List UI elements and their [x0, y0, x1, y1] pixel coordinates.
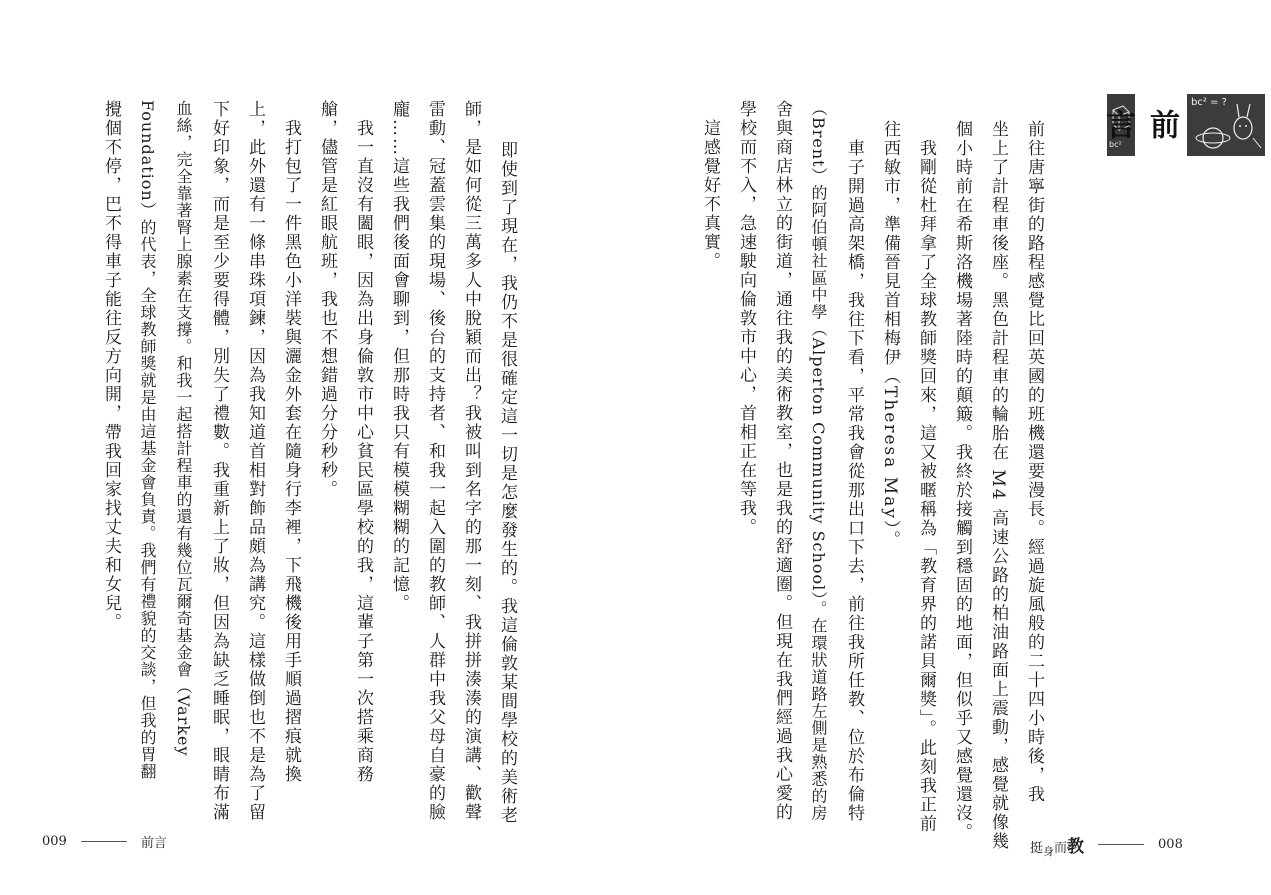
- book-title-char: 教: [1067, 837, 1085, 857]
- running-book-title: [1030, 832, 1084, 857]
- body-column: 師，是如何從三萬多人中脫穎而出？我被叫到名字的那一刻、我拼拼湊湊的演講、歡聲: [461, 100, 481, 822]
- footer-rule: [1098, 844, 1144, 845]
- planet-rabbit-doodle-icon: [1187, 94, 1265, 156]
- body-column: 我剛從杜拜拿了全球教師獎回來，這又被暱稱為「教育界的諾貝爾獎」。此刻我正前: [916, 120, 936, 834]
- body-column: 這感覺好不真實。: [700, 100, 720, 271]
- body-column: 前往唐寧街的路程感覺比回英國的班機還要漫長。經過旋風般的二十四小時後，我: [1024, 120, 1044, 804]
- chapter-title: 前言: [1100, 109, 1179, 141]
- body-column: 下好印象，而是至少要得體，別失了禮數。我重新上了妝，但因為缺乏睡眠，眼睛布滿: [209, 100, 229, 822]
- body-column: 上，此外還有一條串珠項鍊，因為我知道首相對飾品頗為講究。這樣做倒也不是為了留: [245, 100, 265, 822]
- body-column: 血絲，完全靠著腎上腺素在支撐。和我一起搭計程車的還有幾位瓦爾奇基金會（Varkey: [174, 100, 193, 757]
- chalk-left-text: bc²: [1109, 140, 1122, 149]
- body-column: 即使到了現在，我仍不是很確定這一切是怎麼發生的。我這倫敦某間學校的美術老: [497, 122, 517, 825]
- page-footer: [42, 832, 167, 851]
- body-column: 雷動、冠蓋雲集的現場、後台的支持者、和我一起入圍的教師、人群中我父母自豪的臉: [425, 100, 445, 822]
- page-number: 008: [1158, 837, 1183, 852]
- body-column: Foundation）的代表，全球教師獎就是由這基金會負責。我們有禮貌的交談，但我的胃翻: [138, 100, 157, 780]
- body-column: 學校而不入，急速駛向倫敦市中心，首相正在等我。: [736, 100, 756, 537]
- footer-rule: [81, 841, 127, 842]
- body-column: 龐……這些我們後面會聊到，但那時我只有模模糊糊的記憶。: [389, 100, 409, 613]
- body-column: 我打包了一件黑色小洋裝與灑金外套在隨身行李裡，下飛機後用手順過摺痕就換: [281, 100, 301, 784]
- body-column: 我一直沒有闔眼，因為出身倫敦市中心貧民區學校的我，這輩子第一次搭乘商務: [353, 100, 373, 784]
- right-page: [636, 0, 1271, 895]
- book-title-char: 挺: [1030, 841, 1044, 856]
- body-column: 往西敏市，準備晉見首相梅伊（Theresa May）。: [880, 120, 900, 550]
- body-column: 艙，儘管是紅眼航班，我也不想錯過分分秒秒。: [317, 100, 337, 499]
- page-footer: [1030, 832, 1183, 857]
- body-column: 攪個不停，巴不得車子能往反方向開，帶我回家找丈夫和女兒。: [101, 100, 121, 632]
- chapter-heading: [1100, 94, 1265, 156]
- body-column: 個小時前在希斯洛機場著陸時的顛簸。我終於接觸到穩固的地面，但似乎又感覺還沒。: [952, 120, 972, 842]
- book-title-char: 身: [1043, 845, 1055, 858]
- chalk-equation: bc² = ?: [1191, 97, 1227, 108]
- page-number: 009: [42, 834, 67, 849]
- body-column: 坐上了計程車後座。黑色計程車的輪胎在 M4 高速公路的柏油路面上震動，感覺就像幾: [988, 120, 1008, 852]
- book-title-char: 而: [1054, 841, 1068, 856]
- body-column: 車子開過高架橋，我往下看，平常我會從那出口下去，前往我所任教、位於布倫特: [844, 120, 864, 823]
- running-section-title: 前言: [140, 836, 167, 851]
- body-column: 舍與商店林立的街道，通往我的美術教室，也是我的舒適圈。但現在我們經過我心愛的: [772, 100, 792, 822]
- body-column: （Brent）的阿伯頓社區中學（Alperton Community School）。在環狀道路左側是熟悉的房: [809, 100, 828, 822]
- chalkboard-decoration: [1187, 94, 1265, 156]
